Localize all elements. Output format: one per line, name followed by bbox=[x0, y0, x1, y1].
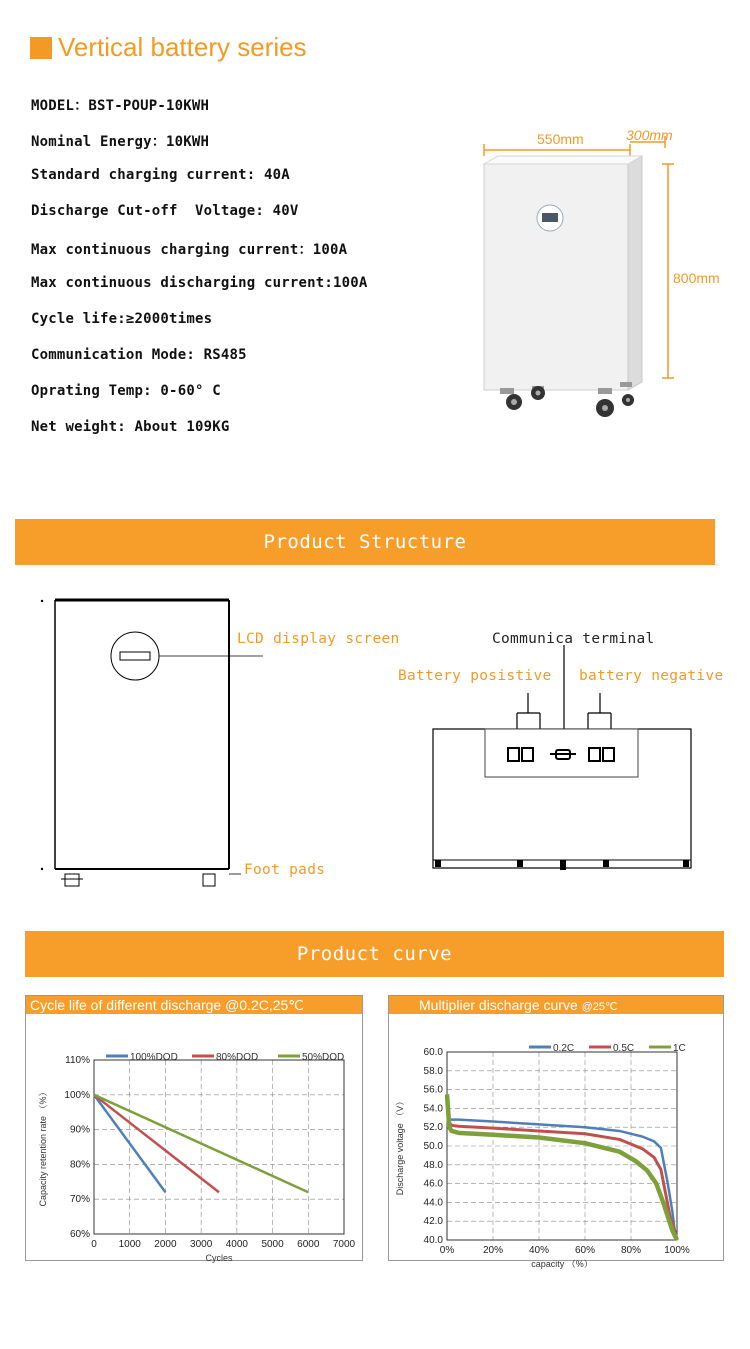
x-tick-label: 5000 bbox=[261, 1239, 284, 1250]
legend-label: 0.2C bbox=[553, 1043, 575, 1054]
y-tick-label: 80% bbox=[69, 1159, 90, 1171]
y-tick-label: 48.0 bbox=[423, 1159, 443, 1171]
legend-label: 100%DOD bbox=[130, 1052, 178, 1063]
spec-max-charge: Max continuous charging current：100A bbox=[31, 242, 348, 258]
y-axis-label: Discharge voltage （V） bbox=[395, 1096, 405, 1196]
y-tick-label: 52.0 bbox=[423, 1122, 443, 1134]
legend-label: 80%DOD bbox=[216, 1052, 259, 1063]
cycle-life-chart-title: Cycle life of different discharge @0.2C,25℃ bbox=[26, 996, 362, 1014]
x-tick-label: 0 bbox=[91, 1239, 97, 1250]
y-tick-label: 42.0 bbox=[423, 1216, 443, 1228]
y-tick-label: 54.0 bbox=[423, 1103, 443, 1115]
x-tick-label: 100% bbox=[664, 1245, 690, 1256]
spec-model: MODEL：BST-POUP-10KWH bbox=[31, 98, 210, 114]
y-tick-label: 60.0 bbox=[423, 1047, 443, 1058]
y-tick-label: 70% bbox=[69, 1194, 90, 1206]
y-tick-label: 58.0 bbox=[423, 1065, 443, 1077]
x-tick-label: 6000 bbox=[297, 1239, 320, 1250]
legend-label: 0.5C bbox=[613, 1043, 635, 1054]
x-tick-label: 40% bbox=[528, 1245, 550, 1256]
spec-temp: Oprating Temp: 0-60° C bbox=[31, 383, 221, 399]
spec-communication: Communication Mode: RS485 bbox=[31, 347, 247, 363]
x-tick-label: 80% bbox=[620, 1245, 642, 1256]
spec-energy: Nominal Energy：10KWH bbox=[31, 134, 210, 150]
product-structure-heading: Product Structure bbox=[15, 519, 715, 565]
y-tick-label: 44.0 bbox=[423, 1197, 443, 1209]
discharge-curve-chart-title: Multiplier discharge curve bbox=[419, 997, 578, 1013]
x-tick-label: 7000 bbox=[332, 1239, 356, 1250]
x-tick-label: 20% bbox=[482, 1245, 504, 1256]
x-axis-label: capacity （%） bbox=[531, 1259, 593, 1269]
y-axis-label: Capacity retention rate （%） bbox=[38, 1087, 48, 1207]
y-tick-label: 50.0 bbox=[423, 1141, 443, 1152]
y-tick-label: 60% bbox=[69, 1229, 90, 1240]
discharge-curve-chart bbox=[388, 995, 724, 1269]
y-tick-label: 40.0 bbox=[423, 1235, 443, 1246]
product-curve-heading: Product curve bbox=[25, 931, 724, 977]
structure-front-drawing bbox=[35, 593, 265, 898]
x-tick-label: 4000 bbox=[225, 1239, 248, 1250]
y-tick-label: 46.0 bbox=[423, 1178, 443, 1190]
lcd-display-label: LCD display screen bbox=[237, 631, 400, 647]
x-tick-label: 0% bbox=[439, 1245, 455, 1256]
y-tick-label: 110% bbox=[65, 1055, 90, 1066]
page-title bbox=[30, 32, 307, 63]
legend-label: 1C bbox=[673, 1043, 686, 1054]
y-tick-label: 56.0 bbox=[423, 1084, 443, 1096]
spec-charge-current: Standard charging current: 40A bbox=[31, 167, 290, 183]
y-tick-label: 100% bbox=[64, 1089, 90, 1101]
cycle-life-chart-plot bbox=[26, 1014, 362, 1263]
page-title-text: Vertical battery series bbox=[58, 32, 307, 62]
battery-negative-label: battery negative bbox=[579, 668, 724, 684]
spec-max-discharge: Max continuous discharging current:100A bbox=[31, 275, 368, 291]
x-tick-label: 60% bbox=[574, 1245, 596, 1256]
discharge-curve-chart-plot bbox=[389, 1014, 723, 1269]
communication-terminal-label: Communica terminal bbox=[492, 631, 655, 647]
series-line-1c bbox=[447, 1094, 677, 1240]
discharge-curve-chart-title-suffix: @25℃ bbox=[581, 1001, 618, 1013]
structure-terminal-drawing bbox=[425, 645, 700, 875]
discharge-curve-chart-header bbox=[389, 996, 723, 1014]
x-tick-label: 3000 bbox=[190, 1239, 213, 1250]
foot-pads-label: Foot pads bbox=[244, 862, 326, 878]
spec-cutoff-voltage: Discharge Cut-off Voltage: 40V bbox=[31, 203, 299, 219]
dimension-depth: 300mm bbox=[626, 127, 673, 143]
series-line-05c bbox=[447, 1104, 677, 1240]
spec-weight: Net weight: About 109KG bbox=[31, 419, 230, 435]
x-tick-label: 2000 bbox=[154, 1239, 177, 1250]
x-tick-label: 1000 bbox=[118, 1239, 141, 1250]
cycle-life-chart bbox=[25, 995, 363, 1261]
battery-positive-label: Battery posistive bbox=[398, 668, 552, 684]
x-axis-label: Cycles bbox=[205, 1253, 233, 1263]
spec-cycle-life: Cycle life:≥2000times bbox=[31, 311, 213, 327]
dimension-height: 800mm bbox=[673, 270, 720, 286]
dimension-width: 550mm bbox=[537, 131, 584, 147]
title-square-icon bbox=[30, 37, 52, 59]
legend-label: 50%DOD bbox=[302, 1052, 345, 1063]
y-tick-label: 90% bbox=[69, 1124, 90, 1136]
